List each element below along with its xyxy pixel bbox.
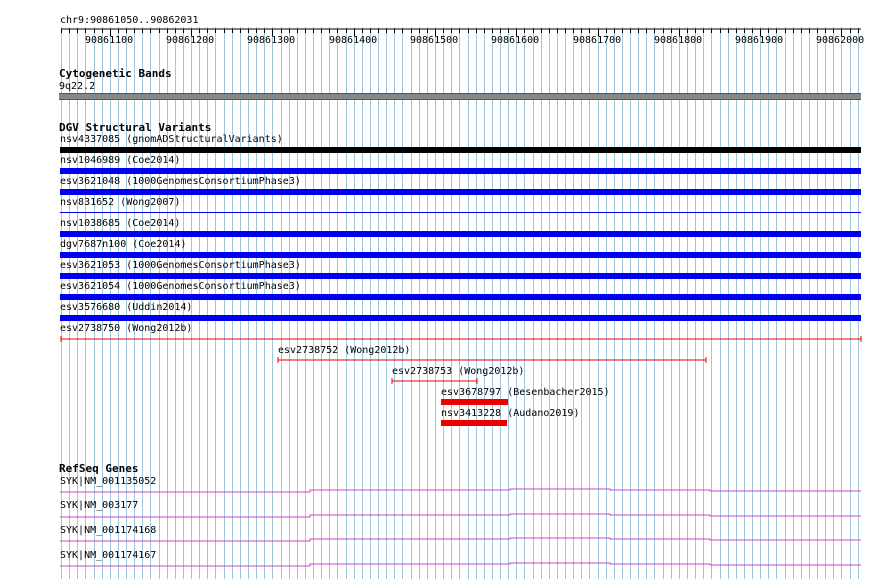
tick-label: 90861500 xyxy=(410,35,459,46)
gene-model[interactable] xyxy=(58,560,864,570)
gene-model[interactable] xyxy=(58,535,864,545)
tick-label: 90861200 xyxy=(166,35,215,46)
variant-bar[interactable] xyxy=(60,212,861,213)
variant-bar[interactable] xyxy=(60,231,861,237)
variant-bar[interactable] xyxy=(60,168,861,174)
cytoband-bar[interactable] xyxy=(59,93,861,100)
tick-label: 90861600 xyxy=(491,35,540,46)
variant-bar[interactable] xyxy=(441,420,507,426)
tick-label: 90861300 xyxy=(247,35,296,46)
coordinate-label: chr9:90861050..90862031 xyxy=(60,15,199,26)
variant-label: esv3576680 (Uddin2014) xyxy=(60,302,193,313)
variant-label: esv2738750 (Wong2012b) xyxy=(60,323,193,334)
tick-label: 90861800 xyxy=(654,35,703,46)
variant-bar[interactable] xyxy=(60,147,861,153)
variant-label: dgv7687n100 (Coe2014) xyxy=(60,239,187,250)
variant-label: esv3621048 (1000GenomesConsortiumPhase3) xyxy=(60,176,301,187)
variant-label: nsv4337085 (gnomADStructuralVariants) xyxy=(60,134,283,145)
variant-label: esv2738753 (Wong2012b) xyxy=(392,366,525,377)
tick-label: 90861900 xyxy=(735,35,784,46)
variant-bar[interactable] xyxy=(58,335,864,343)
tick-label: 90861400 xyxy=(329,35,378,46)
cytoband-title: Cytogenetic Bands xyxy=(59,67,172,80)
variant-bar[interactable] xyxy=(60,294,861,300)
variant-bar[interactable] xyxy=(441,399,508,405)
variant-bar[interactable] xyxy=(60,273,861,279)
variant-bar[interactable] xyxy=(60,315,861,321)
variant-bar[interactable] xyxy=(60,252,861,258)
gene-label: SYK|NM_001174168 xyxy=(60,525,157,536)
variant-label: nsv1038685 (Coe2014) xyxy=(60,218,181,229)
variant-label: esv3621053 (1000GenomesConsortiumPhase3) xyxy=(60,260,301,271)
variant-label: nsv831652 (Wong2007) xyxy=(60,197,181,208)
variant-label: esv2738752 (Wong2012b) xyxy=(278,345,411,356)
tick-label: 90861700 xyxy=(573,35,622,46)
refseq-title: RefSeq Genes xyxy=(59,462,139,475)
gene-label: SYK|NM_003177 xyxy=(60,500,139,511)
variant-label: esv3678797 (Besenbacher2015) xyxy=(441,387,610,398)
variant-bar[interactable] xyxy=(390,377,480,385)
tick-label: 90861100 xyxy=(85,35,134,46)
variant-label: esv3621054 (1000GenomesConsortiumPhase3) xyxy=(60,281,301,292)
variant-bar[interactable] xyxy=(276,356,710,364)
dgv-title: DGV Structural Variants xyxy=(59,121,212,134)
gene-label: SYK|NM_001135052 xyxy=(60,476,157,487)
gene-label: SYK|NM_001174167 xyxy=(60,550,157,561)
variant-bar[interactable] xyxy=(60,189,861,195)
gene-model[interactable] xyxy=(58,486,864,496)
cytoband-label: 9q22.2 xyxy=(59,81,96,92)
tick-label: 90862000 xyxy=(816,35,865,46)
variant-label: nsv1046989 (Coe2014) xyxy=(60,155,181,166)
gene-model[interactable] xyxy=(58,511,864,521)
variant-label: nsv3413228 (Audano2019) xyxy=(441,408,580,419)
